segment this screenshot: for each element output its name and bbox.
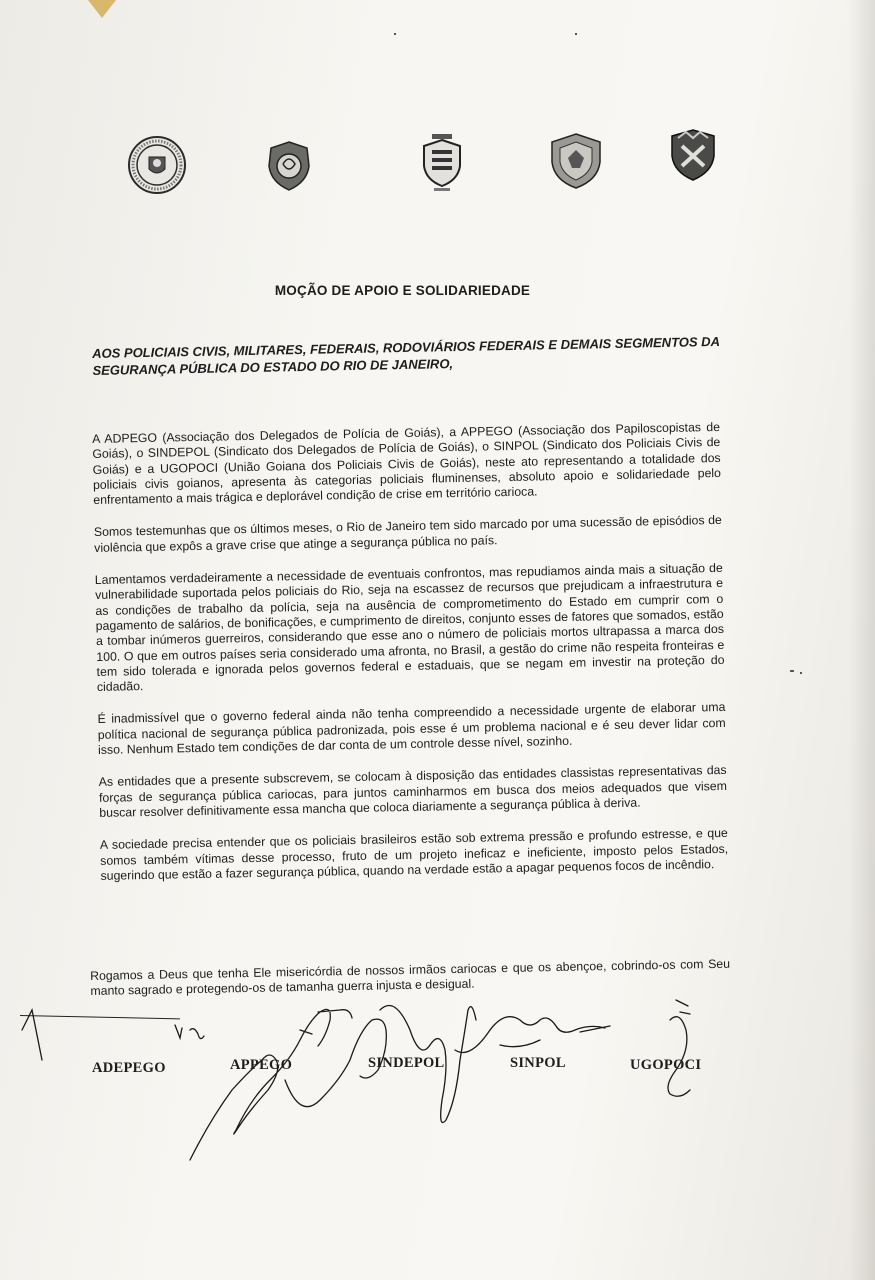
adepego-seal-icon [127,135,187,195]
closing-paragraph: Rogamos a Deus que tenha Ele misericórdia de nossos irmãos cariocas e que os abençoe, cobrindo-os com Seu manto sagrado e protegendo-os de tamanha guerra injusta e desigual. [90,956,731,999]
scan-speck [790,670,794,672]
sinpol-badge-icon [548,132,604,190]
signatory-adepego: ADEPEGO [92,1060,166,1076]
paragraph: As entidades que a presente subscrevem, se colocam à disposição das entidades classistas representativas das forças de segurança pública cariocas, para juntos caminharmos em busca dos meios adequados que visem buscar resolver definitivamente essa mancha que coloca diariamente a segurança pública à deriva. [98,763,728,820]
paragraph: Somos testemunhas que os últimos meses, o Rio de Janeiro tem sido marcado por uma sucessão de episódios de violência que expôs a grave crise que atinge a segurança pública no país. [93,513,722,555]
logos-row [0,120,875,210]
scan-speck [575,33,577,35]
signatory-sinpol: SINPOL [510,1055,566,1071]
signatory-ugopoci: UGOPOCI [630,1057,702,1073]
paragraph: Lamentamos verdadeiramente a necessidade de eventuais confrontos, mas repudiamos ainda mais a situação de vulnerabilidade suportada pelos policiais do Rio, seja na escassez de recursos que prejudicam a infraestrutura e as condições de trabalho da polícia, seja na ausência de comprometimento do Estado em cumprir com o pagamento de salários, de bonificações, e cumprimento de direitos, conjunto esses de fatores que somados, estão a tombar inúmeros guerreiros, considerando que esse ano o número de policiais mortos ultrapassa a marca dos 100. O que em outros países seria considerado uma afronta, no Brasil, a gestão do crime não respeita fronteiras e tem sido tolerada e ignorada pelos governos federal e estaduais, que se negam em investir na proteção do cidadão. [94,560,725,695]
scan-speck [394,33,396,35]
sindepol-badge-icon [420,132,464,192]
document-address: AOS POLICIAIS CIVIS, MILITARES, FEDERAIS, RODOVIÁRIOS FEDERAIS E DEMAIS SEGMENTOS DA SEGURANÇA PÚBLICA DO ESTADO DO RIO DE JANEIRO, [92,333,720,378]
signatory-sindepol: SINDEPOL [368,1055,445,1071]
document-closing [90,957,730,1000]
appego-badge-icon [267,140,311,192]
handwritten-signatures [0,990,875,1190]
scan-speck [800,672,802,674]
paragraph: A ADPEGO (Associação dos Delegados de Polícia de Goiás), a APPEGO (Associação dos Papiloscopistas de Goiás), o SINDEPOL (Sindicato dos Delegados de Polícia de Goiás), o SINPOL (Sindicato dos Policiais Civis de Goiás) e a UGOPOCI (União Goiana dos Policiais Civis de Goiás), neste ato representando a totalidade dos policiais civis goianos, apresenta às categorias policiais fluminenses, absoluto apoio e solidariedade pelo enfrentamento a mais trágica e deplorável condição de crise em território carioca. [92,419,722,508]
paragraph: A sociedade precisa entender que os policiais brasileiros estão sob extrema pressão e profundo estresse, e que somos também vítimas desse processo, fruto de um projeto ineficaz e ineficiente, imposto pelos Estados, sugerindo que estão a fazer segurança pública, quando na verdade estão a apagar pequenos focos de incêndio. [99,826,729,883]
ugopoci-badge-icon [668,128,718,184]
paragraph: É inadmissível que o governo federal ainda não tenha compreendido a necessidade urgente de elaborar uma política nacional de segurança pública padronizada, pois esse é um problema nacional e é seu dever lidar com isso. Nenhum Estado tem condições de dar conta de um controle desse nível, sozinho. [97,700,726,757]
folded-corner [88,0,116,18]
signature-line [20,1015,180,1019]
signatory-appego: APPEGO [230,1057,293,1073]
document-body [92,420,729,901]
document-title: MOÇÃO DE APOIO E SOLIDARIEDADE [274,283,531,298]
